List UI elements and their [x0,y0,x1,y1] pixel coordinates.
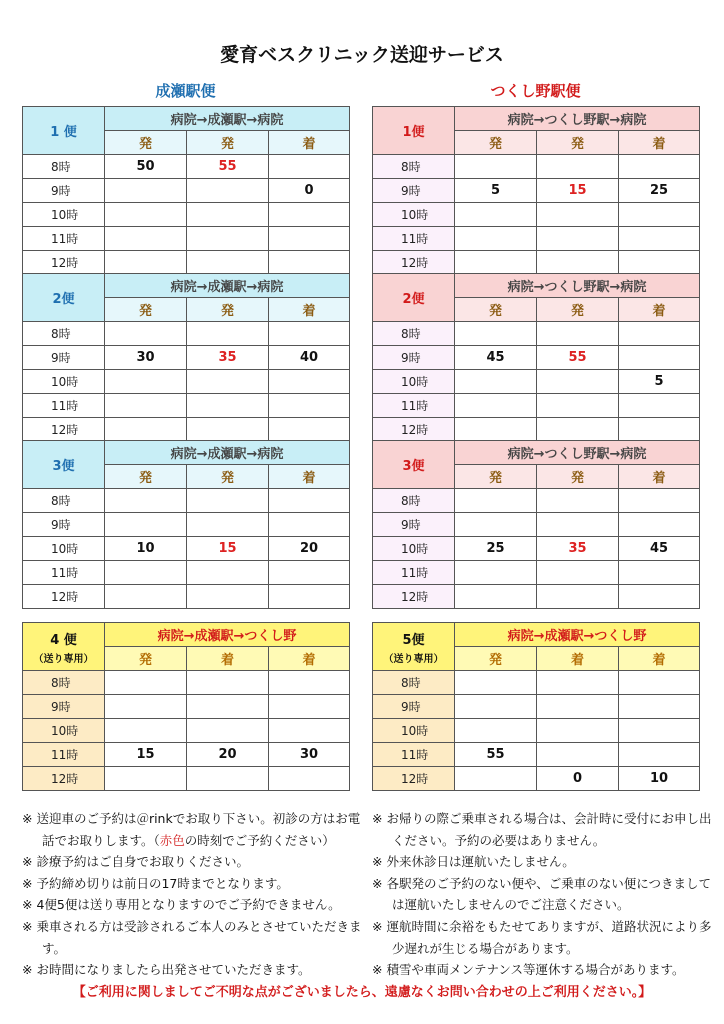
trip-label [373,441,455,489]
time-cell [187,203,269,227]
column-header: 着 [619,131,700,155]
dropoff-only-tag: （送り専用） [33,653,94,665]
column-header: 発 [537,298,619,322]
route-row [23,441,350,465]
time-cell [269,227,350,251]
time-cell: 20 [187,743,269,767]
timetable-tsukushino-3 [372,440,700,609]
time-cell [105,695,187,719]
hour-label: 8時 [23,671,105,695]
time-cell [187,585,269,609]
time-cell [269,322,350,346]
trip-label [23,623,105,671]
note-item [22,808,367,851]
time-cell [455,203,537,227]
time-cell [537,418,619,442]
note-item: ※ お帰りの際ご乗車される場合は、会計時に受付にお申し出ください。予約の必要はありません。 [372,811,712,848]
table-row [373,203,700,227]
time-cell [455,370,537,394]
time-cell [619,155,700,179]
time-cell [187,767,269,791]
hour-label: 12時 [23,418,105,442]
time-cell [537,489,619,513]
table-row [373,418,700,442]
trip-label [23,107,105,155]
column-header: 発 [455,298,537,322]
hour-label: 10時 [23,370,105,394]
time-cell [455,513,537,537]
table-row [373,513,700,537]
trip-number: 4 便 [50,632,77,648]
time-cell [619,671,700,695]
time-cell [619,394,700,418]
time-cell [537,513,619,537]
time-cell: 25 [455,537,537,561]
hour-label: 9時 [373,695,455,719]
hour-label: 11時 [23,743,105,767]
table-row [23,155,350,179]
time-cell [619,203,700,227]
time-cell: 15 [537,179,619,203]
column-header: 着 [187,647,269,671]
trip-label [373,623,455,671]
hour-label: 11時 [373,743,455,767]
timetable-tsukushino-2 [372,273,700,442]
time-cell: 40 [269,346,350,370]
trip-number: 3便 [402,459,425,474]
trip-label [23,274,105,322]
time-cell [269,251,350,275]
table-row [23,537,350,561]
time-cell [269,513,350,537]
route-label: 病院→成瀬駅→病院 [105,274,350,298]
time-cell [537,370,619,394]
note-item [22,916,367,959]
column-header: 発 [187,131,269,155]
note-item: ※ 外来休診日は運航いたしません。 [372,854,575,870]
trip-number: 2便 [52,292,75,307]
hour-label: 11時 [373,561,455,585]
trip-label [373,107,455,155]
hour-label: 8時 [23,155,105,179]
time-cell [455,227,537,251]
time-cell [269,561,350,585]
route-row [23,623,350,647]
column-header: 発 [187,298,269,322]
column-header: 発 [105,298,187,322]
hour-label: 12時 [23,251,105,275]
time-cell [269,767,350,791]
table-row [373,743,700,767]
time-cell [537,671,619,695]
column-heading-naruse: 成瀬駅便 [155,82,216,100]
hour-label: 10時 [23,203,105,227]
timetable-naruse-3 [22,440,350,609]
hour-label: 9時 [23,179,105,203]
column-header: 着 [269,465,350,489]
time-cell [269,695,350,719]
hour-label: 11時 [23,227,105,251]
route-label: 病院→成瀬駅→病院 [105,441,350,465]
time-cell [269,585,350,609]
route-row [373,107,700,131]
time-cell [619,346,700,370]
time-cell [455,155,537,179]
note-text: ※ 乗車される方は受診されるご本人のみとさせていただきます。 [22,918,362,956]
table-row [373,346,700,370]
hour-label: 12時 [23,585,105,609]
table-row [23,489,350,513]
time-cell [537,743,619,767]
time-cell [269,489,350,513]
timetable-naruse-1 [22,106,350,275]
time-cell [537,719,619,743]
time-cell [619,322,700,346]
hour-label: 8時 [373,322,455,346]
route-label: 病院→つくし野駅→病院 [455,274,700,298]
table-row [373,585,700,609]
time-cell [105,585,187,609]
table-row [373,227,700,251]
time-cell: 55 [455,743,537,767]
time-cell: 10 [105,537,187,561]
table-row [373,695,700,719]
time-cell [105,489,187,513]
note-highlight: 赤色 [159,832,185,848]
time-cell: 55 [537,346,619,370]
route-label: 病院→つくし野駅→病院 [455,107,700,131]
column-header: 着 [269,131,350,155]
table-row [23,346,350,370]
route-label: 病院→成瀬駅→病院 [105,107,350,131]
time-cell [269,155,350,179]
time-cell [619,513,700,537]
hour-label: 10時 [23,719,105,743]
time-cell: 55 [187,155,269,179]
timetable-dropoff-4 [22,622,350,791]
trip-number: 1 便 [50,125,77,140]
hour-label: 8時 [373,671,455,695]
table-row [373,561,700,585]
time-cell [105,227,187,251]
time-cell [105,767,187,791]
table-row [23,251,350,275]
time-cell [455,394,537,418]
column-header: 発 [105,131,187,155]
hour-label: 12時 [373,767,455,791]
table-row [23,743,350,767]
table-row [23,227,350,251]
time-cell: 50 [105,155,187,179]
hour-label: 12時 [373,585,455,609]
trip-number: 1便 [402,125,425,140]
hour-label: 8時 [373,155,455,179]
time-cell [619,719,700,743]
route-label: 病院→成瀬駅→つくし野 [455,623,700,647]
time-cell [455,585,537,609]
time-cell [105,370,187,394]
note-text: ※ お時間になりましたら出発させていただきます。 [22,962,311,978]
table-row [23,418,350,442]
time-cell [105,179,187,203]
time-cell [619,561,700,585]
time-cell [269,418,350,442]
route-label: 病院→つくし野駅→病院 [455,441,700,465]
time-cell [269,671,350,695]
trip-number: 2便 [402,292,425,307]
column-header: 発 [455,647,537,671]
time-cell [187,394,269,418]
time-cell [537,322,619,346]
note-item: ※ 運航時間に余裕をもたせてありますが、道路状況により多少遅れが生じる場合があります。 [372,918,712,956]
notes-right [372,808,712,981]
hour-label: 9時 [373,346,455,370]
time-cell [619,695,700,719]
time-cell [105,203,187,227]
trip-number: 3便 [52,459,75,474]
time-cell [455,251,537,275]
time-cell [455,489,537,513]
hour-label: 8時 [23,489,105,513]
time-cell [537,155,619,179]
hour-label: 8時 [23,322,105,346]
time-cell [619,251,700,275]
table-row [23,671,350,695]
time-cell [455,695,537,719]
hour-label: 9時 [373,513,455,537]
column-header: 発 [105,647,187,671]
table-row [373,719,700,743]
hour-label: 10時 [373,370,455,394]
time-cell [269,370,350,394]
hour-label: 11時 [23,394,105,418]
hour-label: 10時 [23,537,105,561]
table-row [23,179,350,203]
hour-label: 10時 [373,203,455,227]
column-header: 発 [455,465,537,489]
note-text: の時刻でご予約ください） [184,832,335,848]
table-row [373,489,700,513]
table-row [23,585,350,609]
trip-label [373,274,455,322]
table-row [23,561,350,585]
time-cell [537,203,619,227]
time-cell [269,719,350,743]
table-row [373,322,700,346]
time-cell [105,719,187,743]
time-cell [187,513,269,537]
time-cell [537,561,619,585]
route-row [373,623,700,647]
page-title: 愛育ベスクリニック送迎サービス [220,44,504,66]
table-row [23,322,350,346]
time-cell [187,251,269,275]
table-row [23,203,350,227]
note-item: ※ 積雪や車両メンテナンス等運休する場合があります。 [372,962,685,978]
time-cell: 20 [269,537,350,561]
time-cell [187,561,269,585]
hour-label: 9時 [23,695,105,719]
column-header: 着 [619,298,700,322]
time-cell: 30 [105,346,187,370]
table-row [373,179,700,203]
table-row [23,767,350,791]
timetable-dropoff-5 [372,622,700,791]
route-label: 病院→成瀬駅→つくし野 [105,623,350,647]
time-cell [187,418,269,442]
note-item [22,894,367,916]
hour-label: 10時 [373,719,455,743]
column-header: 発 [455,131,537,155]
time-cell: 15 [187,537,269,561]
route-row [23,274,350,298]
time-cell [187,322,269,346]
hour-label: 12時 [23,767,105,791]
time-cell [455,671,537,695]
time-cell [187,179,269,203]
time-cell [187,370,269,394]
time-cell [269,203,350,227]
column-header: 着 [537,647,619,671]
time-cell: 0 [269,179,350,203]
time-cell: 45 [455,346,537,370]
hour-label: 10時 [373,537,455,561]
time-cell [105,322,187,346]
time-cell [187,489,269,513]
time-cell [455,322,537,346]
timetable-naruse-2 [22,273,350,442]
time-cell: 10 [619,767,700,791]
time-cell [619,418,700,442]
time-cell [455,719,537,743]
time-cell: 35 [537,537,619,561]
table-row [373,370,700,394]
column-header: 発 [537,131,619,155]
time-cell [619,585,700,609]
note-text: ※ 予約締め切りは前日の17時までとなります。 [22,875,289,891]
time-cell [187,695,269,719]
table-row [23,370,350,394]
column-header: 発 [105,465,187,489]
hour-label: 9時 [23,513,105,537]
time-cell [455,561,537,585]
route-row [373,441,700,465]
time-cell [619,743,700,767]
time-cell [105,394,187,418]
table-row [373,767,700,791]
time-cell [537,695,619,719]
time-cell: 5 [619,370,700,394]
footer-message: 【ご利用に関しましてご不明な点がございましたら、遠慮なくお問い合わせの上ご利用ください。】 [72,985,652,1000]
hour-label: 11時 [373,227,455,251]
column-header: 発 [537,465,619,489]
table-row [373,671,700,695]
time-cell: 25 [619,179,700,203]
table-row [23,513,350,537]
dropoff-only-tag: （送り専用） [383,653,444,665]
note-item [22,873,367,895]
time-cell [537,251,619,275]
table-row [373,251,700,275]
column-header: 着 [269,647,350,671]
hour-label: 9時 [373,179,455,203]
hour-label: 9時 [23,346,105,370]
time-cell [455,418,537,442]
table-row [373,394,700,418]
time-cell [269,394,350,418]
route-row [23,107,350,131]
time-cell: 35 [187,346,269,370]
time-cell [187,227,269,251]
table-row [373,155,700,179]
note-text: ※ 送迎車のご予約は＠rinkでお取り下さい。初診の方はお電話でお取りします。（ [22,811,361,848]
hour-label: 11時 [373,394,455,418]
column-header: 着 [619,647,700,671]
column-header: 着 [269,298,350,322]
time-cell [537,585,619,609]
timetable-tsukushino-1 [372,106,700,275]
trip-label [23,441,105,489]
time-cell [187,719,269,743]
time-cell [619,227,700,251]
trip-number: 5便 [402,632,425,648]
route-row [373,274,700,298]
table-row [373,537,700,561]
time-cell [105,251,187,275]
note-item [22,959,367,981]
time-cell [105,561,187,585]
hour-label: 11時 [23,561,105,585]
column-header: 発 [187,465,269,489]
note-item [22,851,367,873]
column-heading-tsukushino: つくし野駅便 [490,82,581,100]
time-cell [105,418,187,442]
table-row [23,394,350,418]
time-cell [105,671,187,695]
time-cell: 45 [619,537,700,561]
time-cell [105,513,187,537]
time-cell: 15 [105,743,187,767]
time-cell [187,671,269,695]
time-cell [619,489,700,513]
hour-label: 12時 [373,251,455,275]
hour-label: 12時 [373,418,455,442]
time-cell [537,227,619,251]
time-cell: 5 [455,179,537,203]
time-cell: 30 [269,743,350,767]
time-cell: 0 [537,767,619,791]
note-text: ※ 4便5便は送り専用となりますのでご予約できません。 [22,897,341,913]
table-row [23,695,350,719]
time-cell [537,394,619,418]
time-cell [455,767,537,791]
note-item: ※ 各駅発のご予約のない便や、ご乗車のない便につきましては運航いたしませんのでご注意ください。 [372,875,711,913]
notes-left [22,808,367,981]
column-header: 着 [619,465,700,489]
hour-label: 8時 [373,489,455,513]
table-row [23,719,350,743]
note-text: ※ 診療予約はご自身でお取りください。 [22,854,249,870]
